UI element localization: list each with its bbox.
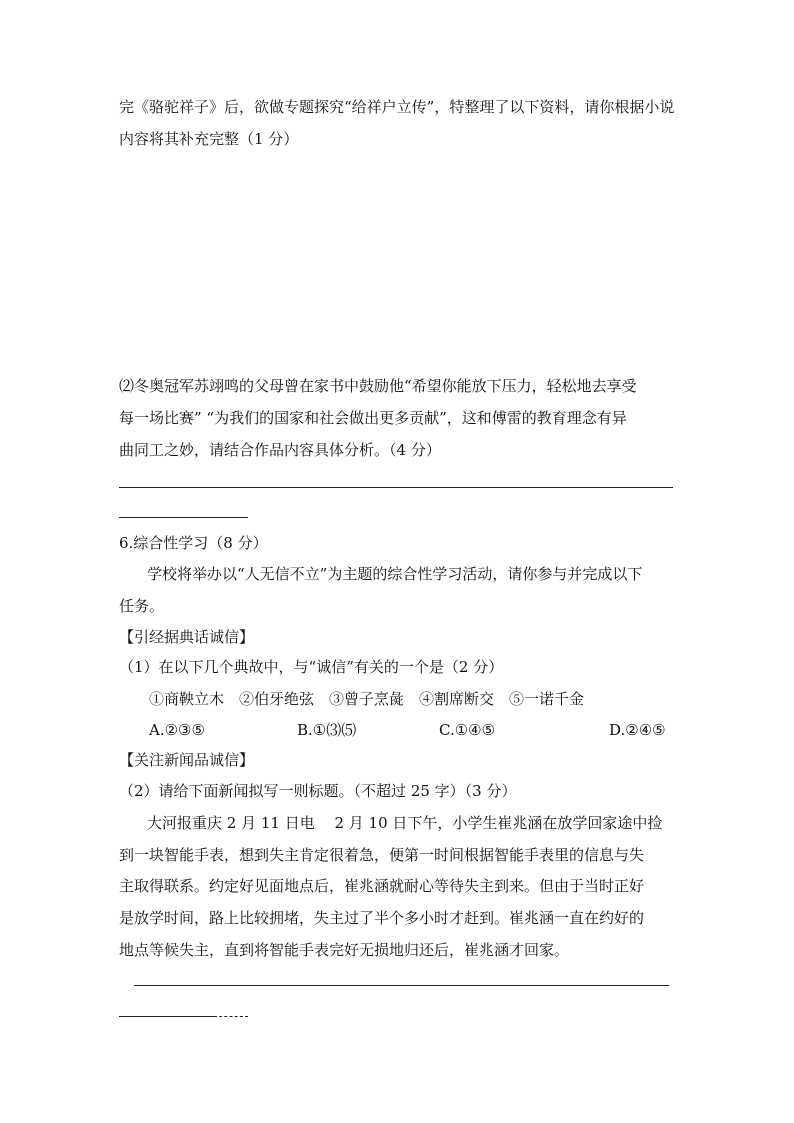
answer-line-headline-short	[119, 1016, 214, 1017]
question-5-1-line-1: 完《骆驼祥子》后，欲做专题探究“给祥户立传”，特整理了以下资料，请你根据小说	[119, 98, 675, 116]
question-5-2-line-3: 曲同工之妙，请结合作品内容具体分析。（4 分）	[119, 441, 441, 459]
question-5-2-line-1: ⑵冬奥冠军苏翊鸣的父母曾在家书中鼓励他“希望你能放下压力，轻松地去享受	[119, 377, 637, 395]
option-b: B.①⑶⑸	[297, 721, 357, 739]
question-6-2-prompt: （2）请给下面新闻拟写一则标题。（不超过 25 字）（3 分）	[119, 782, 517, 800]
option-d: D.②④⑤	[609, 721, 666, 739]
answer-line-short	[119, 517, 248, 518]
answer-line-headline	[134, 985, 669, 986]
news-line-1: 大河报重庆 2 月 11 日电 2 月 10 日下午，小学生崔兆涵在放学回家途中捡	[147, 814, 663, 832]
option-c: C.①④⑤	[439, 721, 496, 739]
news-line-2: 到一块智能手表，想到失主肯定很着急，便第一时间根据智能手表里的信息与失	[119, 846, 645, 864]
question-5-1-line-2: 内容将其补充完整（1 分）	[119, 130, 299, 148]
news-line-5: 地点等候失主，直到将智能手表完好无损地归还后，崔兆涵才回家。	[119, 941, 570, 959]
question-5-2-line-2: 每一场比赛” “为我们的国家和社会做出更多贡献”，这和傅雷的教育理念有异	[119, 409, 627, 427]
question-6-1-items: ①商鞅立木 ②伯牙绝弦 ③曾子烹彘 ④割席断交 ⑤一诺千金	[149, 690, 585, 708]
option-a: A.②③⑤	[149, 721, 205, 739]
answer-line-headline-dashed	[214, 1016, 248, 1017]
question-6-1-prompt: （1）在以下几个典故中，与“诚信”有关的一个是（2 分）	[119, 658, 504, 676]
news-line-4: 是放学时间，路上比较拥堵，失主过了半个多小时才赶到。崔兆涵一直在约好的	[119, 909, 645, 927]
section-6-intro-line-1: 学校将举办以“人无信不立”为主题的综合性学习活动，请你参与并完成以下	[147, 565, 643, 583]
section-6-intro-line-2: 任务。	[119, 597, 165, 615]
news-line-3: 主取得联系。约定好见面地点后，崔兆涵就耐心等待失主到来。但由于当时正好	[119, 877, 645, 895]
subsection-title-news: 【关注新闻品诚信】	[119, 751, 255, 769]
answer-line	[119, 487, 673, 488]
subsection-title-quotes: 【引经据典话诚信】	[119, 628, 255, 646]
section-6-title: 6.综合性学习（8 分）	[119, 534, 268, 552]
